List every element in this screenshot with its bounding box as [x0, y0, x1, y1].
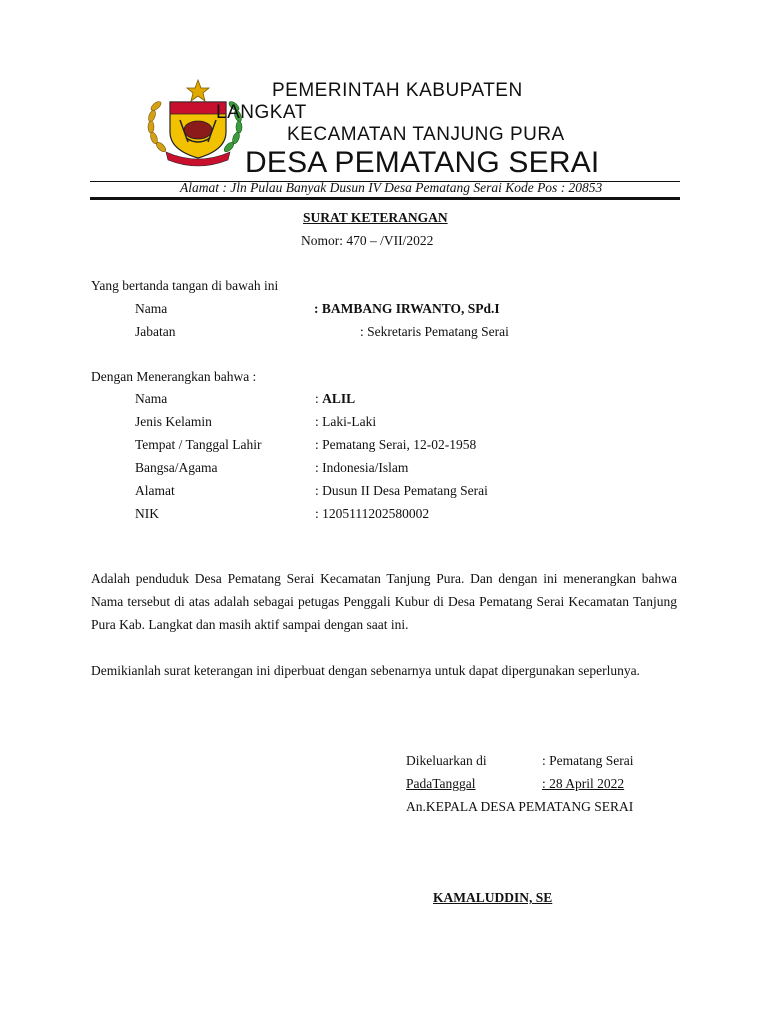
subject-gender-colon: : — [315, 414, 323, 429]
signer-position-label: Jabatan — [135, 324, 176, 339]
subject-address-label: Alamat — [135, 483, 175, 498]
star-icon — [187, 80, 209, 101]
header-line-desa: DESA PEMATANG SERAI — [245, 146, 600, 179]
letter-title: SURAT KETERANGAN — [303, 210, 448, 225]
subject-intro: Dengan Menerangkan bahwa : — [91, 369, 257, 384]
issued-date-label: PadaTanggal — [406, 776, 476, 791]
subject-nationality-text: Indonesia/Islam — [322, 460, 409, 475]
subject-nationality-label: Bangsa/Agama — [135, 460, 218, 475]
issued-place-label: Dikeluarkan di — [406, 753, 487, 768]
subject-birth-value — [315, 437, 476, 453]
subject-name-value — [315, 391, 355, 407]
header-line-kecamatan: KECAMATAN TANJUNG PURA — [287, 124, 565, 145]
subject-nik-value — [315, 506, 429, 522]
subject-gender-text: Laki-Laki — [322, 414, 377, 429]
signer-intro: Yang bertanda tangan di bawah ini — [91, 278, 279, 293]
subject-nik-label: NIK — [135, 506, 159, 521]
subject-nationality-colon: : — [315, 460, 323, 475]
subject-gender-value — [315, 414, 376, 430]
body-paragraph: Adalah penduduk Desa Pematang Serai Kecamatan Tanjung Pura. Dan dengan ini menerangkan bahwa Nama tersebut di atas adalah sebagai petugas Penggali Kubur di Desa Pematang Serai Kecamatan Tanjung Pura Kab. Langkat dan masih aktif sampai dengan saat ini. — [91, 571, 677, 632]
signer-name-value: : BAMBANG IRWANTO, SPd.I — [314, 301, 500, 316]
header-line-pemerintah: PEMERINTAH KABUPATEN — [272, 80, 523, 101]
wreath-left-icon — [147, 100, 167, 154]
subject-birth-label: Tempat / Tanggal Lahir — [135, 437, 262, 452]
subject-address-colon: : — [315, 483, 323, 498]
signatory-name: KAMALUDDIN, SE — [433, 890, 553, 905]
signer-position-value: : Sekretaris Pematang Serai — [360, 324, 509, 339]
subject-address-value — [315, 483, 488, 499]
subject-name-colon: : — [315, 391, 323, 406]
header-divider-thick — [90, 197, 680, 200]
subject-name-text: ALIL — [322, 391, 356, 406]
subject-birth-colon: : — [315, 437, 323, 452]
subject-name-label: Nama — [135, 391, 168, 406]
signer-name-label: Nama — [135, 301, 168, 316]
subject-gender-label: Jenis Kelamin — [135, 414, 212, 429]
subject-nationality-value — [315, 460, 408, 476]
issued-date-value: : 28 April 2022 — [542, 776, 625, 791]
on-behalf-line: An.KEPALA DESA PEMATANG SERAI — [406, 799, 634, 814]
subject-address-text: Dusun II Desa Pematang Serai — [322, 483, 488, 498]
closing-paragraph: Demikianlah surat keterangan ini diperbuat dengan sebenarnya untuk dapat dipergunakan seperlunya. — [91, 663, 640, 678]
subject-nik-colon: : — [315, 506, 323, 521]
subject-birth-text: Pematang Serai, 12-02-1958 — [322, 437, 477, 452]
issued-place-value: : Pematang Serai — [542, 753, 634, 768]
letter-number: Nomor: 470 – /VII/2022 — [301, 233, 434, 248]
issued-date-row — [406, 776, 624, 792]
subject-nik-text: 1205111202580002 — [322, 506, 430, 521]
header-line-langkat: LANGKAT — [216, 102, 307, 123]
header-address: Alamat : Jln Pulau Banyak Dusun IV Desa Pematang Serai Kode Pos : 20853 — [180, 180, 603, 195]
